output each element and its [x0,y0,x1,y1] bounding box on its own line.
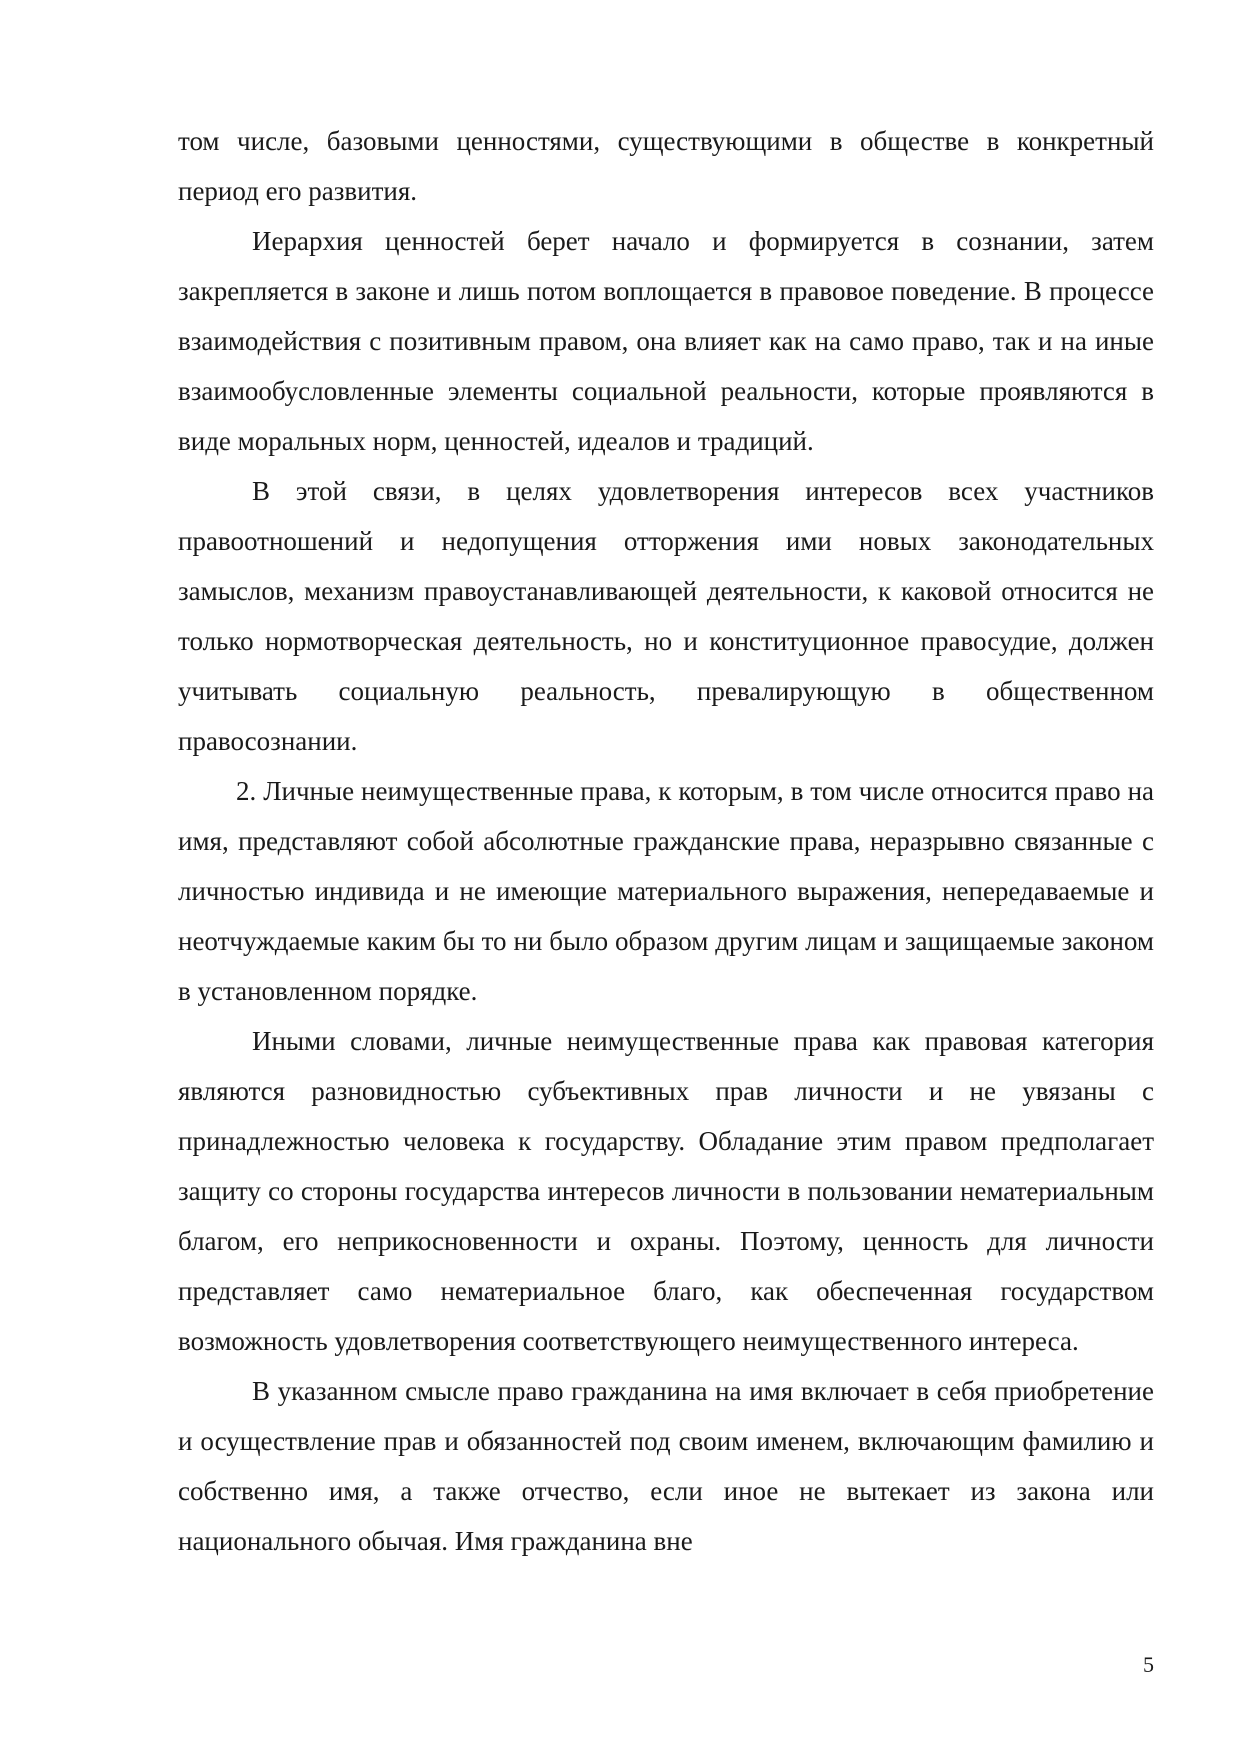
paragraph-values-hierarchy: Иерархия ценностей берет начало и формируется в сознании, затем закрепляется в законе и лишь потом воплощается в правовое поведение. В процессе взаимодействия с позитивным правом, она влияет как на само право, так и на иные взаимообусловленные элементы социальной реальности, которые проявляются в виде моральных норм, ценностей, идеалов и традиций. [178,226,1154,456]
paragraph-right-to-name: В указанном смысле право гражданина на имя включает в себя приобретение и осуществление прав и обязанностей под своим именем, включающим фамилию и собственно имя, а также отчество, если иное не вытекает из закона или национального обычая. Имя гражданина вне [178,1376,1154,1556]
paragraph-continuation: том числе, базовыми ценностями, существующими в обществе в конкретный период его развития. [178,126,1154,206]
page-number: 5 [1143,1652,1154,1677]
paragraph-legal-category: Иными словами, личные неимущественные права как правовая категория являются разновидностью субъективных прав личности и не увязаны с принадлежностью человека к государству. Обладание этим правом предполагает защиту со стороны государства интересов личности в пользовании нематериальным благом, его неприкосновенности и охраны. Поэтому, ценность для личности представляет само нематериальное благо, как обеспеченная государством возможность удовлетворения соответствующего неимущественного интереса. [178,1026,1154,1356]
paragraph-personal-rights: 2. Личные неимущественные права, к которым, в том числе относится право на имя, представляют собой абсолютные гражданские права, неразрывно связанные с личностью индивида и не имеющие материального выражения, непередаваемые и неотчуждаемые каким бы то ни было образом другим лицам и защищаемые законом в установленном порядке. [178,776,1154,1006]
body-text [178,116,1154,1566]
paragraph-lawmaking-mechanism: В этой связи, в целях удовлетворения интересов всех участников правоотношений и недопущения отторжения ими новых законодательных замыслов, механизм правоустанавливающей деятельности, к каковой относится не только нормотворческая деятельность, но и конституционное правосудие, должен учитывать социальную реальность, превалирующую в общественном правосознании. [178,476,1154,756]
